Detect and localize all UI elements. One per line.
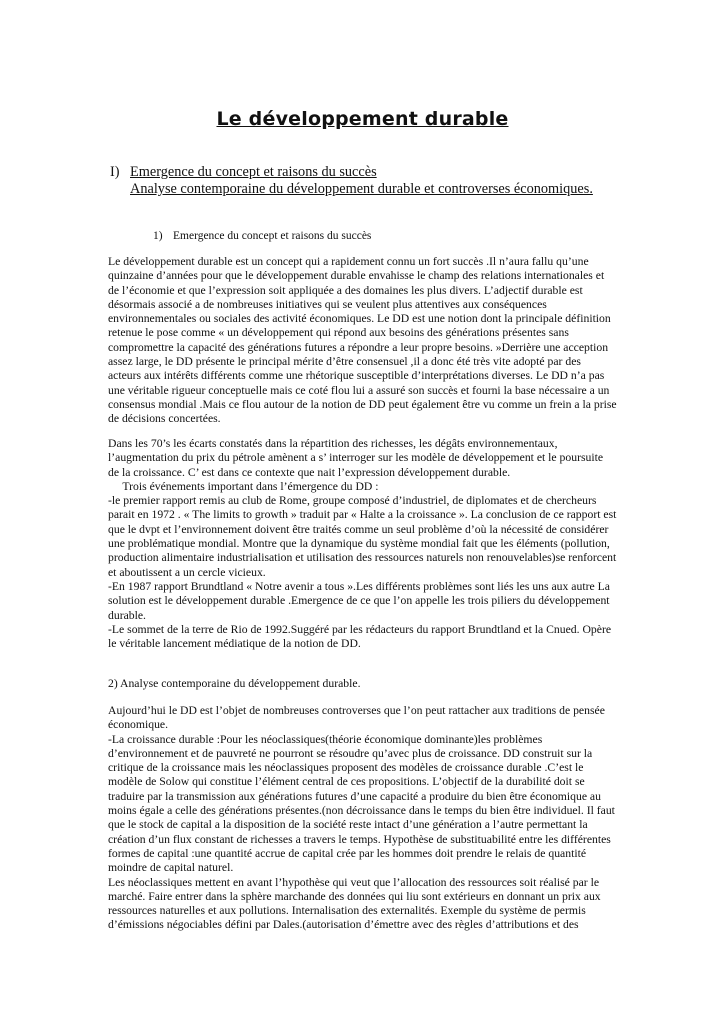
subsection-heading-2: 2) Analyse contemporaine du développement durable. [108, 677, 361, 690]
text-line: Les néoclassiques mettent en avant l’hypothèse qui veut que l’allocation des ressources soit réalisé par le [108, 875, 600, 889]
section-number: I) [110, 164, 120, 180]
subsection-number: 1) [153, 230, 163, 242]
text-line: production alimentaire industrialisation et utilisation des ressources naturels non renouvelables)se renforcent [108, 551, 617, 565]
subsection-label: Emergence du concept et raisons du succès [173, 230, 372, 242]
text-line: création d’un flux constant de richesses a travers le temps. Hypothèse de substituabilité entre les différentes [108, 832, 611, 846]
paragraph [108, 255, 638, 427]
text-line: acteurs aux intérêts différents comme une rhétorique susceptible d’interprétations diverses. Le DD n’a pas [108, 369, 605, 383]
text-line: que le stock de capital a la disposition de la société reste intact d’une génération a l’autre permettant la [108, 818, 588, 832]
text-line: de décisions concertées. [108, 412, 221, 426]
text-line: -Le sommet de la terre de Rio de 1992.Suggéré par les rédacteurs du rapport Brundtland et la Cnued. Opère [108, 622, 612, 636]
text-line: économique. [108, 718, 169, 732]
text-line: Le développement durable est un concept qui a rapidement connu un fort succès .Il n’aura fallu qu’une [108, 255, 589, 268]
text-line: formes de capital :une quantité accrue de capital crée par les hommes doit prendre le relais de quantité [108, 846, 587, 860]
text-line: de l’économie et que l’expression soit appliquée a des domaines les plus divers. L’adjectif durable est [108, 283, 583, 297]
text-line: modèle de Solow qui constitue l’élément central de ces propositions. L’objectif de la durabilité doit se [108, 775, 585, 789]
paragraph [108, 437, 638, 651]
text-line: une problématique mondial. Montre que la dynamique du système mondial fait que les éléments (pollution, [108, 537, 610, 551]
text-line: durable. [108, 608, 146, 622]
text-line: marché. Faire entrer dans la sphère marchande des données qui liu sont extérieurs en donnant un prix aux [108, 889, 601, 903]
text-line: moins égale a celle des générations présentes.(non décroissance dans le temps du bien être individuel. Il faut [108, 804, 615, 818]
subsection-heading [153, 230, 371, 242]
text-line: d’émissions négociables défini par Dales.(autorisation d’émettre avec des règles d’attributions et des [108, 918, 579, 932]
section-heading-line: Emergence du concept et raisons du succès [130, 164, 377, 180]
text-line: Aujourd’hui le DD est l’objet de nombreuses controverses que l’on peut rattacher aux traditions de pensée [108, 704, 605, 717]
text-line: ressources naturelles et aux pollutions. Internalisation des externalités. Exemple du système de permis [108, 904, 586, 918]
text-line: -La croissance durable :Pour les néoclassiques(théorie économique dominante)les problèmes [108, 732, 543, 746]
text-line: moindre de capital naturel. [108, 861, 234, 875]
text-line: consensus mondial .Mais ce flou autour de la notion de DD peut également être vu comme un frein a la prise [108, 397, 617, 411]
text-line: critique de la croissance mais les néoclassiques proposent des modèles de croissance durable .C’est le [108, 761, 584, 775]
section-heading [110, 164, 630, 198]
text-line: Trois événements important dans l’émergence du DD : [108, 479, 379, 493]
text-line: parait en 1972 . « The limits to growth » traduit par « Halte a la croissance ». La conclusion de ce rapport est [108, 508, 617, 522]
page-title: Le développement durable [216, 108, 509, 130]
text-line: une véritable rigueur conceptuelle mais ce coté flou lui a assuré son succès et fourni la base nécessaire a un [108, 383, 610, 397]
text-line: solution est le développement durable .Emergence de ce que l’on appelle les trois piliers du développement [108, 594, 610, 608]
text-line: -le premier rapport remis au club de Rome, groupe composé d’industriel, de diplomates et de chercheurs [108, 494, 597, 508]
paragraph [108, 704, 638, 933]
text-line: Dans les 70’s les écarts constatés dans la répartition des richesses, les dégâts environnementaux, [108, 437, 558, 450]
text-line: environnementales ou sociales des activité économiques. Le DD est une notion dont la principale définition [108, 312, 611, 326]
text-line: compromettre la capacité des générations futures a répondre a leur propre besoins. »Derrière une acception [108, 340, 609, 354]
section-heading-line: Analyse contemporaine du développement durable et controverses économiques. [130, 181, 593, 197]
text-line: désormais associé a de nombreuses initiatives qui se veulent plus attentives aux conséquences [108, 297, 547, 311]
text-line: le véritable lancement médiatique de la notion de DD. [108, 637, 361, 651]
text-line: que le dvpt et l’environnement doivent être traités comme un seul problème d’où la nécessité de considérer [108, 522, 609, 536]
text-line: d’environnement et de pauvreté ne pourront se résoudre qu’avec plus de croissance. DD construit sur la [108, 746, 593, 760]
text-line: et aboutissent a un cercle vicieux. [108, 565, 266, 579]
text-line: -En 1987 rapport Brundtland « Notre avenir a tous ».Les différents problèmes sont liés les uns aux autre La [108, 579, 610, 593]
text-line: l’augmentation du prix du pétrole amènent a s’ interroger sur les modèle de développement et le poursuite [108, 451, 604, 465]
text-line: retenue le pose comme « un développement qui répond aux besoins des générations présentes sans [108, 326, 569, 340]
text-line: traduire par la transmission aux générations futures d’une capacité a produire du bien être économique au [108, 789, 601, 803]
text-line: assez large, le DD présente le principal mérite d’être consensuel ,il a donc été très vite adopté par des [108, 355, 581, 369]
text-line: quinzaine d’années pour que le développement durable envahisse le champ des relations internationales et [108, 269, 605, 283]
text-line: de la croissance. C’ est dans ce contexte que nait l’expression développement durable. [108, 465, 511, 479]
